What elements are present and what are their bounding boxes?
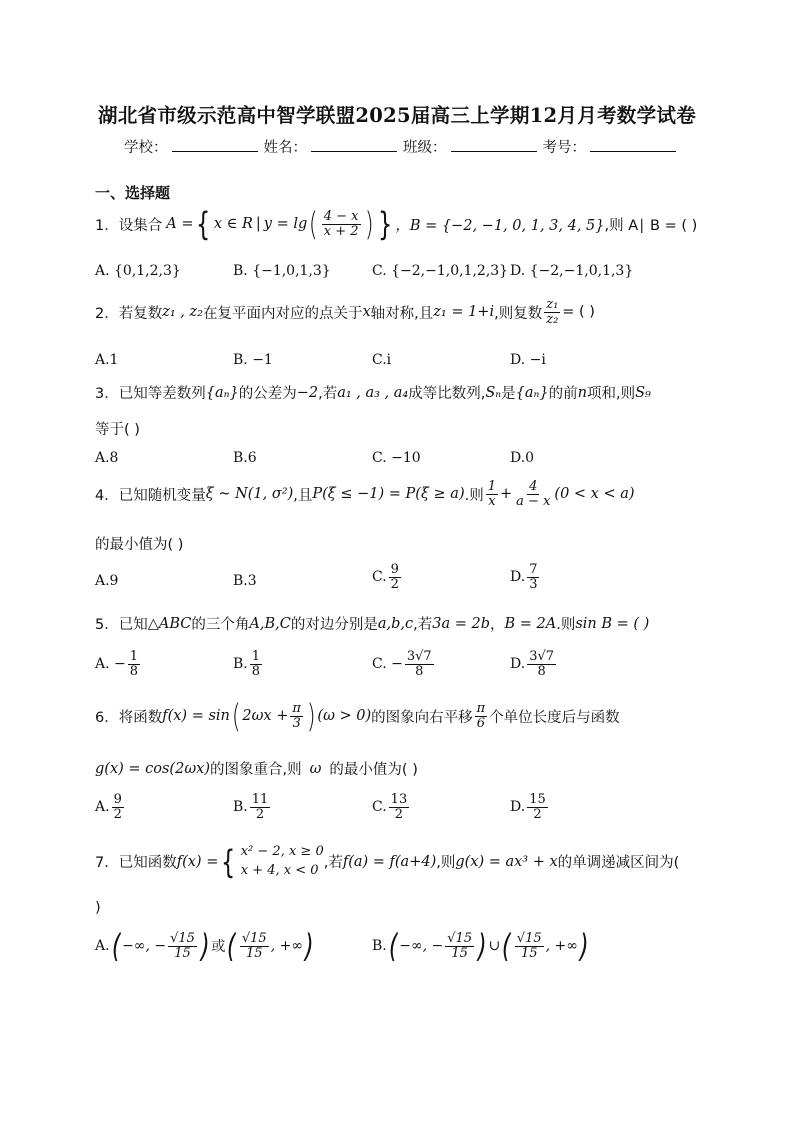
q5-text-c: 的对边分别是 [290, 617, 378, 633]
q1-set-y: y = lg [263, 216, 308, 232]
q2-x-var: x [362, 304, 371, 321]
q5-comma: ， [489, 617, 505, 633]
q4-option-b-label: B.3 [233, 573, 257, 589]
q4-text-b: ,且 [293, 487, 313, 504]
q2-option-a[interactable]: A.1 [95, 352, 119, 368]
q6-gx: g(x) = cos(2ωx) [95, 760, 210, 777]
q6-inner: 2ωx + [242, 708, 289, 724]
q4-f2-denominator: a − x [516, 493, 551, 509]
question-1 [95, 205, 698, 243]
q6-omega: ω [309, 760, 322, 777]
student-info-row [124, 136, 682, 157]
q7-option-a-label: A. [95, 938, 110, 954]
q3-line-2: 等于( ) [95, 422, 140, 438]
q7-b-lparen-1: ( [388, 927, 398, 965]
q7-a-frac-1-num: √15 [170, 930, 195, 946]
q6-option-d-label: D. [510, 799, 526, 816]
q2-z12: z₁ , z₂ [162, 304, 203, 321]
q7-text-c: ,则 [436, 855, 456, 872]
q3-text-g: 项和,则 [586, 386, 636, 402]
q6-option-a-num: 9 [113, 792, 122, 807]
q7-a-rparen-1: ) [200, 927, 210, 965]
q4-f1-denominator: x [488, 493, 496, 509]
q7-fx: f(x) = [176, 853, 219, 870]
q6-option-c[interactable] [372, 793, 411, 821]
q1-rparen: ) [364, 205, 374, 243]
class-label: 班级： [403, 140, 447, 156]
q7-b-frac-2-den: 15 [520, 945, 538, 961]
q5-option-a-num: 1 [129, 649, 139, 664]
q7-case-1: x² − 2, x ≥ 0 [240, 844, 324, 859]
school-label: 学校： [124, 140, 168, 156]
section-title: 一、选择题 [95, 184, 171, 202]
q3-text-d: 成等比数列, [408, 386, 486, 402]
q7-brace: { [221, 842, 236, 881]
q6-option-a-label: A. [95, 799, 110, 816]
q3-seq-2: {aₙ} [515, 384, 549, 401]
q4-fraction-1 [486, 480, 498, 508]
q1-prefix: 设集合 [118, 217, 163, 234]
q2-fraction [544, 298, 560, 326]
q4-option-c-label: C. [372, 569, 387, 586]
q4-option-d-label: D. [510, 569, 526, 586]
q5-option-c-label: C. − [372, 656, 403, 673]
q7-option-a[interactable] [95, 927, 315, 965]
q5-option-d-den: 8 [537, 663, 546, 679]
q5-option-b-num: 1 [251, 649, 261, 664]
question-3 [95, 382, 651, 403]
q5-option-d-num: 3√7 [529, 649, 555, 664]
q7-b-part-1: −∞, − [399, 938, 444, 954]
q5-option-c-num: 3√7 [406, 649, 432, 664]
q6-option-b-label: B. [233, 799, 248, 816]
q5-option-a-frac [128, 650, 140, 678]
q5-text-a: 已知 [118, 617, 148, 633]
q6-fx: f(x) = sin [162, 708, 230, 724]
q6-shift-num: π [476, 700, 486, 716]
q4-text-c: .则 [464, 487, 484, 504]
q2-text-c: 轴对称,且 [370, 305, 434, 322]
q7-b-rparen-1: ) [477, 927, 487, 965]
q6-text-b: 的图象向右平移 [371, 709, 473, 726]
q3-sn: Sₙ [485, 384, 502, 401]
q6-option-b-den: 2 [255, 806, 265, 822]
q3-option-b[interactable]: B.6 [233, 450, 257, 466]
q7-b-lparen-2: ( [502, 927, 511, 965]
q6-pi-num: π [292, 700, 301, 716]
q3-option-c[interactable]: C. −10 [372, 450, 421, 466]
q6-text-a: 将函数 [118, 709, 163, 726]
q7-condition: f(a) = f(a+4) [342, 853, 437, 870]
q1-bar: | [255, 216, 261, 232]
q7-a-frac-1-den: 15 [174, 945, 191, 961]
q6-shift-den: 6 [476, 715, 486, 731]
q4-f2-numerator: 4 [529, 479, 538, 494]
q3-text-b: 的公差为 [238, 386, 297, 402]
question-4 [95, 480, 635, 508]
q7-a-rparen-2: ) [304, 927, 314, 965]
q1-fraction [322, 210, 361, 238]
q4-line-2: 的最小值为( ) [95, 537, 184, 553]
q7-number: 7． [95, 855, 119, 872]
q2-text-a: 若复数 [118, 305, 163, 322]
q4-option-d[interactable] [510, 563, 541, 591]
q2-frac-denominator: z₂ [546, 311, 559, 327]
q7-b-frac-1-num: √15 [447, 930, 473, 946]
q5-option-a-den: 8 [129, 663, 139, 679]
q7-a-frac-2 [240, 932, 269, 960]
q1-right-brace: } [378, 205, 393, 243]
q6-text-c: 个单位长度后与函数 [489, 709, 620, 726]
q4-plus: + [500, 486, 513, 503]
q5-option-c[interactable] [372, 650, 436, 678]
number-blank[interactable] [590, 137, 676, 152]
class-blank[interactable] [451, 137, 537, 152]
number-label: 考号： [542, 140, 586, 156]
q6-rparen: ) [306, 697, 316, 735]
q5-option-c-frac [405, 650, 434, 678]
q5-number: 5． [95, 617, 119, 633]
q3-s9: S₉ [635, 384, 651, 401]
q7-text-b: ,若 [323, 855, 343, 872]
q5-eq-2: B = 2A [504, 615, 557, 632]
q6-option-c-frac [389, 793, 410, 821]
q6-shift-fraction [475, 702, 488, 730]
q2-option-c[interactable]: C.i [372, 352, 392, 368]
q4-option-a-label: A.9 [95, 573, 119, 589]
q4-option-a[interactable] [95, 573, 118, 589]
q4-option-c-den: 2 [390, 576, 399, 592]
q5-angles: A,B,C [249, 615, 291, 632]
q6-option-d[interactable] [510, 793, 550, 821]
q6-text-e: 的最小值为( ) [329, 762, 418, 778]
q3-number: 3． [95, 386, 119, 402]
q2-z1-eq: z₁ = 1+i [433, 304, 495, 321]
q7-gx: g(x) = ax³ + x [455, 853, 558, 870]
q4-option-d-den: 3 [529, 576, 538, 592]
q3-n-var: n [577, 384, 587, 401]
q6-number: 6． [95, 709, 119, 726]
q3-text-c: ,若 [318, 386, 338, 402]
q6-option-d-num: 15 [529, 792, 546, 807]
q5-sides: a,b,c [377, 615, 414, 632]
q6-option-a-den: 2 [113, 806, 122, 822]
q6-text-d: 的图象重合,则 [209, 762, 302, 778]
q7-a-lparen-2: ( [227, 927, 237, 965]
q3-terms: a₁ , a₃ , a₄ [337, 384, 409, 401]
q7-b-rparen-2: ) [579, 927, 589, 965]
q2-option-b[interactable]: B. −1 [233, 352, 273, 368]
q6-option-a-frac [112, 793, 124, 821]
q5-eq-1: 3a = 2b [432, 615, 490, 632]
q5-option-a[interactable] [95, 650, 142, 678]
q2-option-d[interactable]: D. −i [510, 352, 546, 368]
q4-option-b[interactable] [233, 573, 257, 589]
q5-text-d: ,若 [413, 617, 433, 633]
q4-fraction-2 [514, 480, 552, 508]
q2-text-b: 在复平面内对应的点关于 [202, 305, 363, 322]
q1-left-brace: { [196, 205, 211, 243]
q5-option-d[interactable] [510, 650, 558, 678]
q2-suffix: = ( ) [562, 304, 595, 321]
q1-number: 1． [95, 217, 119, 234]
q6-option-b-frac [250, 793, 271, 821]
q5-sin-b: sin B = ( ) [575, 615, 650, 632]
q7-a-part-2: , +∞ [270, 938, 303, 954]
q7-line-2: ) [95, 900, 101, 916]
q4-option-d-frac [527, 563, 539, 591]
q7-option-b-label: B. [372, 938, 387, 954]
q2-text-d: ,则复数 [494, 305, 543, 322]
q6-lparen: ( [231, 697, 241, 735]
q5-option-b-label: B. [233, 656, 248, 673]
q4-option-c-frac [389, 563, 401, 591]
q3-text-e: 是 [501, 386, 516, 402]
q1-frac-numerator: 4 − x [323, 208, 359, 224]
q7-a-frac-1 [168, 932, 197, 960]
q7-b-frac-1 [445, 932, 474, 960]
q1-option-b[interactable]: B. {−1,0,1,3} [233, 263, 331, 279]
q7-a-part-1: −∞, − [122, 938, 167, 954]
q7-option-b[interactable] [372, 927, 590, 965]
q7-a-or: 或 [211, 939, 226, 955]
q1-set-b: ，B = {−2, −1, 0, 1, 3, 4, 5} [395, 217, 605, 234]
q4-number: 4． [95, 487, 119, 504]
q6-option-d-frac [527, 793, 548, 821]
q4-option-c-num: 9 [390, 562, 399, 577]
q5-option-b-frac [250, 650, 262, 678]
q1-suffix: ,则 A∣ B = ( ) [604, 217, 698, 234]
q7-a-frac-2-num: √15 [241, 930, 267, 946]
school-blank[interactable] [172, 137, 258, 152]
q1-lparen: ( [309, 205, 318, 243]
q4-text-a: 已知随机变量 [118, 487, 206, 504]
q1-frac-denominator: x + 2 [323, 223, 359, 239]
q5-option-b[interactable] [233, 650, 264, 678]
q5-text-b: 的三个角 [191, 617, 250, 633]
q5-option-a-label: A. − [95, 656, 126, 673]
q1-option-c[interactable]: C. {−2,−1,0,1,2,3} [372, 263, 509, 279]
q7-b-part-2: , +∞ [545, 938, 578, 954]
q6-condition: (ω > 0) [317, 708, 372, 724]
q5-text-e: .则 [556, 617, 576, 633]
q7-a-frac-2-den: 15 [246, 945, 263, 961]
q6-option-b-num: 11 [251, 792, 269, 807]
name-blank[interactable] [311, 137, 397, 152]
q6-option-d-den: 2 [533, 806, 542, 822]
q3-text-a: 已知等差数列 [118, 386, 206, 402]
q6-pi-fraction [290, 702, 303, 730]
q2-frac-numerator: z₁ [546, 297, 559, 312]
q4-distribution: ξ ~ N(1, σ²) [205, 486, 294, 503]
q7-b-frac-1-den: 15 [451, 945, 468, 961]
q7-b-frac-2 [515, 932, 544, 960]
q6-option-c-label: C. [372, 799, 387, 816]
q4-probability: P(ξ ≤ −1) = P(ξ ≥ a) [312, 486, 465, 503]
q4-option-c[interactable] [372, 563, 403, 591]
q6-option-c-den: 2 [394, 806, 404, 822]
page-title: 湖北省市级示范高中智学联盟2025届高三上学期12月月考数学试卷 [97, 104, 696, 127]
q5-option-d-label: D. [510, 656, 526, 673]
question-6 [95, 697, 620, 735]
q3-seq: {aₙ} [205, 384, 239, 401]
q5-option-c-den: 8 [415, 663, 424, 679]
q6-line-2 [95, 758, 418, 779]
q6-option-b[interactable] [233, 793, 272, 821]
q5-option-b-den: 8 [251, 663, 261, 679]
q5-option-d-frac [527, 650, 556, 678]
q3-option-d[interactable]: D.0 [510, 450, 535, 466]
q2-number: 2． [95, 305, 119, 322]
q1-set-a: A = [166, 216, 194, 232]
q7-b-frac-2-num: √15 [516, 930, 542, 946]
q7-case-2: x + 4, x < 0 [240, 862, 319, 878]
q4-option-d-num: 7 [529, 562, 538, 577]
q1-set-x: x ∈ R [213, 216, 253, 232]
q7-text-d: 的单调递减区间为( [557, 855, 680, 872]
q7-a-lparen-1: ( [111, 927, 121, 965]
question-5 [95, 613, 649, 634]
q3-d-value: −2 [296, 384, 319, 401]
q7-text-a: 已知函数 [118, 855, 177, 872]
q7-b-union: ∪ [488, 938, 501, 954]
q4-f1-numerator: 1 [487, 479, 496, 494]
q6-option-c-num: 13 [390, 792, 408, 807]
question-2 [95, 298, 595, 326]
q3-option-a[interactable]: A.8 [95, 450, 119, 466]
q3-text-f: 的前 [548, 386, 578, 402]
q5-triangle: △ABC [147, 615, 192, 632]
q7-cases [241, 843, 324, 881]
q6-pi-den: 3 [292, 715, 301, 731]
q1-option-d[interactable]: D. {−2,−1,0,1,3} [510, 263, 634, 279]
question-7 [95, 843, 679, 881]
q1-option-a[interactable]: A. {0,1,2,3} [95, 263, 181, 279]
q4-range: (0 < x < a) [554, 486, 635, 503]
q6-option-a[interactable] [95, 793, 126, 821]
name-label: 姓名： [263, 140, 307, 156]
